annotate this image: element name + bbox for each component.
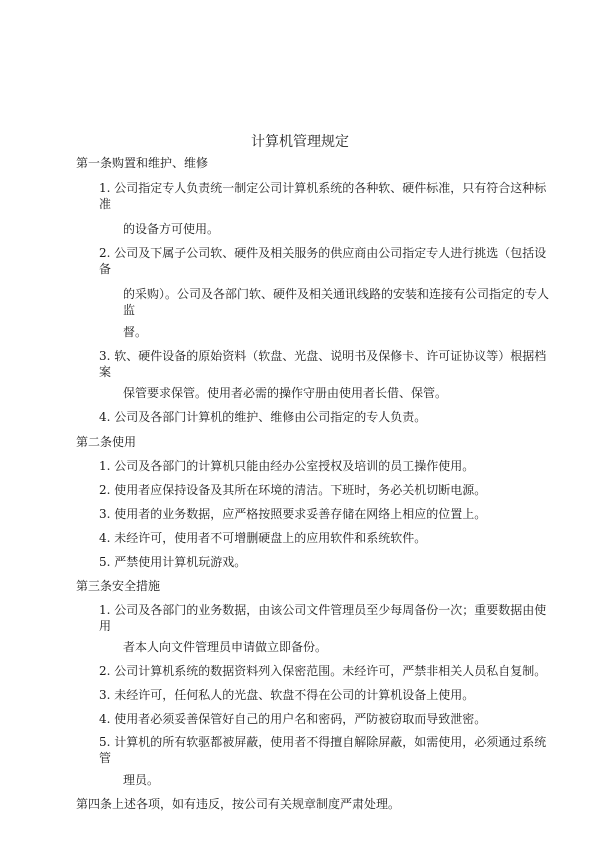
- clause-line: 3. 软、硬件设备的原始资料（软盘、光盘、说明书及保修卡、许可证协议等）根据档案: [99, 349, 547, 379]
- clause-line: 4. 使用者必须妥善保管好自己的用户名和密码，严防被窃取而导致泄密。: [99, 712, 487, 726]
- section-heading: 第三条安全措施: [76, 579, 161, 593]
- clause-line: 4. 未经许可，使用者不可增删硬盘上的应用软件和系统软件。: [99, 531, 427, 545]
- clause-line: 2. 公司计算机系统的数据资料列入保密范围。未经许可，严禁非相关人员私自复制。: [99, 664, 547, 678]
- clause-line: 1. 公司及各部门的计算机只能由经办公室授权及培训的员工操作使用。: [99, 459, 475, 473]
- clause-line: 1. 公司及各部门的业务数据，由该公司文件管理员至少每周备份一次；重要数据由使用: [99, 603, 547, 633]
- clause-line: 5. 计算机的所有软驱都被屏蔽，使用者不得擅自解除屏蔽，如需使用，必须通过系统管: [99, 735, 547, 765]
- clause-line: 3. 使用者的业务数据，应严格按照要求妥善存储在网络上相应的位置上。: [99, 507, 487, 521]
- clause-continuation: 的采购）。公司及各部门软、硬件及相关通讯线路的安装和连接有公司指定的专人监: [123, 287, 550, 317]
- clause-line: 3. 未经许可，任何私人的光盘、软盘不得在公司的计算机设备上使用。: [99, 688, 475, 702]
- section-heading: 第二条使用: [76, 435, 137, 449]
- clause-line: 2. 公司及下属子公司软、硬件及相关服务的供应商由公司指定专人进行挑选（包括设备: [99, 246, 547, 276]
- clause-line: 5. 严禁使用计算机玩游戏。: [99, 555, 247, 569]
- clause-continuation: 的设备方可使用。: [123, 222, 220, 236]
- document-title: 计算机管理规定: [251, 134, 349, 150]
- clause-line: 2. 使用者应保持设备及其所在环境的清洁。下班时，务必关机切断电源。: [99, 483, 487, 497]
- clause-continuation: 理员。: [123, 773, 160, 787]
- closing-clause: 第四条上述各项，如有违反，按公司有关规章制度严肃处理。: [76, 797, 401, 811]
- clause-line: 1. 公司指定专人负责统一制定公司计算机系统的各种软、硬件标准，只有符合这种标准: [99, 181, 547, 211]
- clause-continuation: 者本人向文件管理员申请做立即备份。: [123, 640, 328, 654]
- clause-line: 4. 公司及各部门计算机的维护、维修由公司指定的专人负责。: [99, 410, 427, 424]
- clause-continuation: 督。: [123, 325, 148, 339]
- clause-continuation: 保管要求保管。使用者必需的操作守册由使用者长借、保管。: [123, 386, 448, 400]
- section-heading: 第一条购置和维护、维修: [76, 156, 209, 170]
